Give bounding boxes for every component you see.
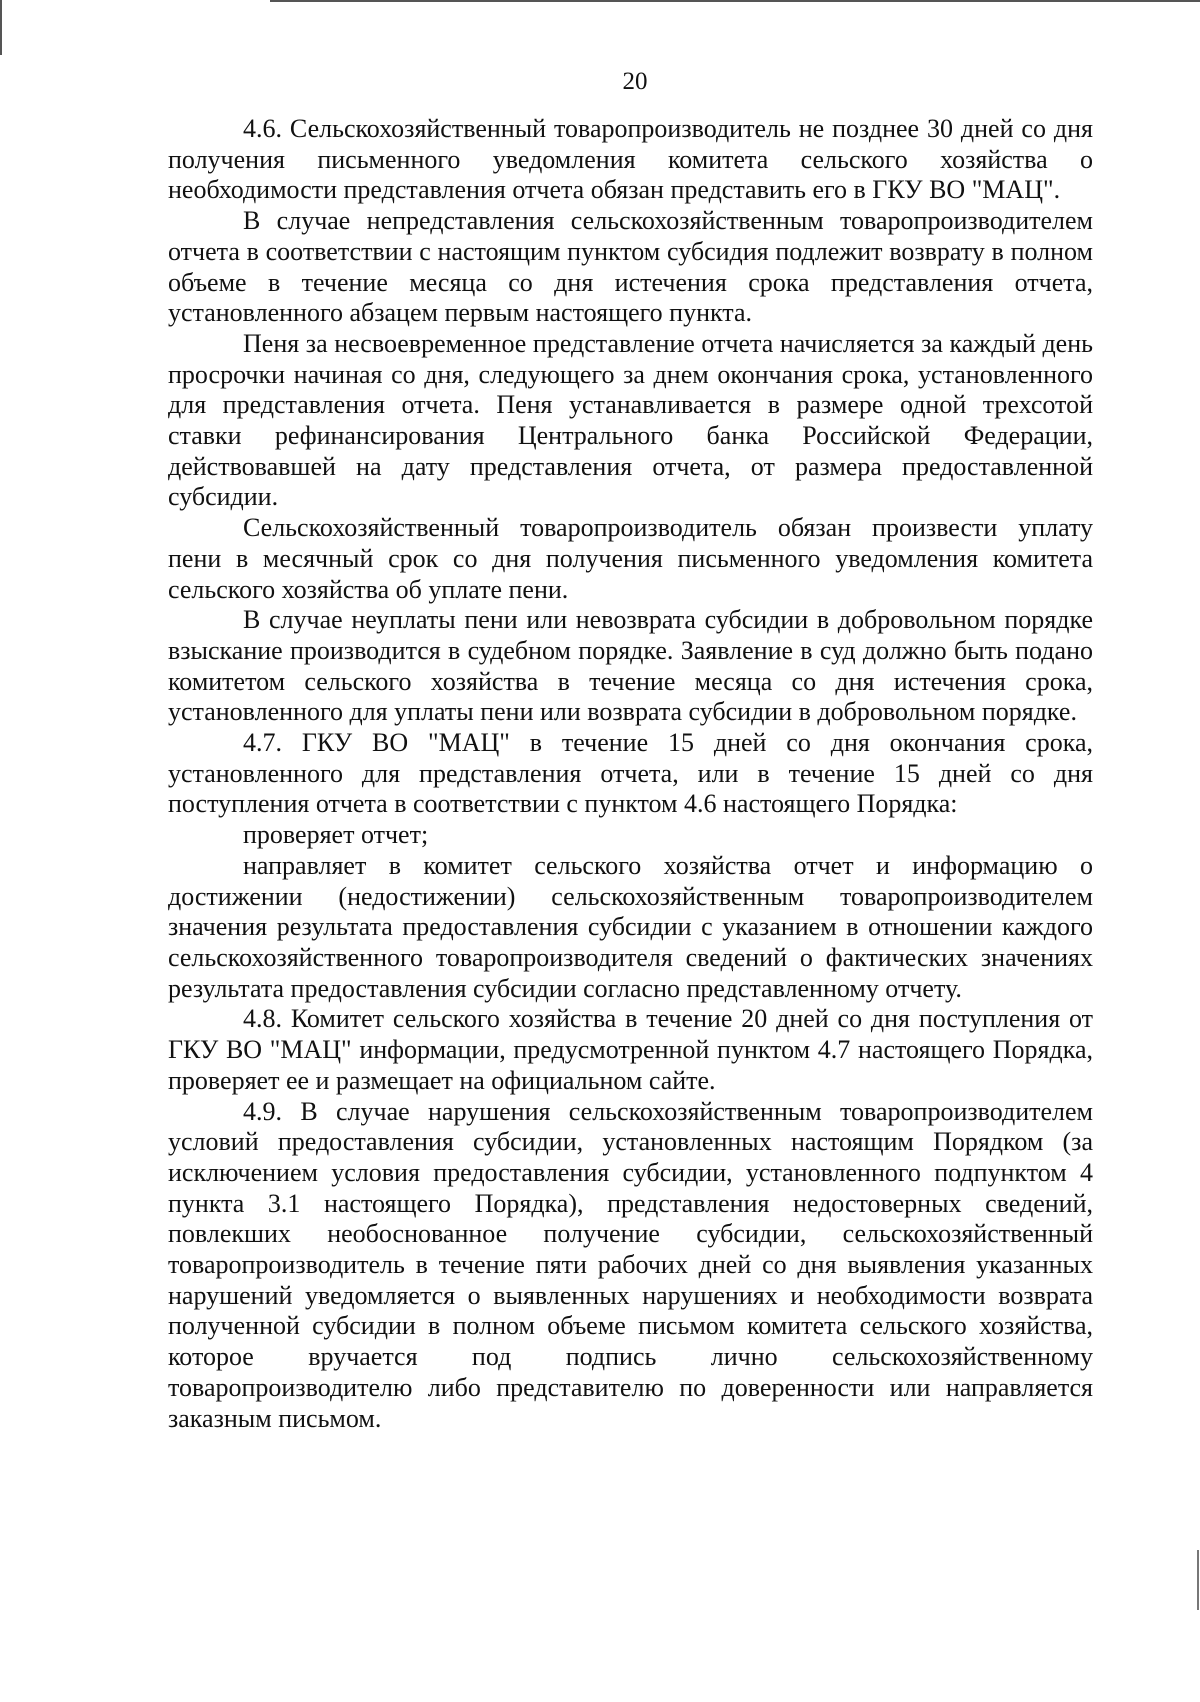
page-number: 20 (622, 68, 648, 95)
scan-edge-left (0, 0, 2, 55)
paragraph-penalty-payment: Сельскохозяйственный товаропроизводитель обязан произвести уплату пени в месячный срок со дня получения письменного уведомления комитета сельского хозяйства об уплате пени. (168, 513, 1093, 604)
paragraph-4-7: 4.7. ГКУ ВО "МАЦ" в течение 15 дней со дня окончания срока, установленного для представления отчета, или в течение 15 дней со дня поступления отчета в соответствии с пунктом 4.6 настоящего Порядка: (168, 728, 1093, 819)
paragraph-sends-report: направляет в комитет сельского хозяйства отчет и информацию о достижении (недостижении) сельскохозяйственным товаропроизводителем значения результата предоставления субсидии с указанием в отношении каждого сельскохозяйственного товаропроизводителя сведений о фактических значениях результата предоставления субсидии согласно представленному отчету. (168, 850, 1093, 1003)
paragraph-penalty: Пеня за несвоевременное представление отчета начисляется за каждый день просрочки начиная со дня, следующего за днем окончания срока, установленного для представления отчета. Пеня устанавливается в размере одной трехсотой ставки рефинансирования Центрального банка Российской Федерации, действовавшей на дату представления отчета, от размера предоставленной субсидии. (168, 328, 1093, 512)
paragraph-4-8: 4.8. Комитет сельского хозяйства в течение 20 дней со дня поступления от ГКУ ВО "МАЦ" информации, предусмотренной пунктом 4.7 настоящего Порядка, проверяет ее и размещает на официальном сайте. (168, 1004, 1093, 1095)
paragraph-checks-report: проверяет отчет; (243, 820, 429, 850)
document-body (168, 114, 1093, 1434)
paragraph-court-recovery: В случае неуплаты пени или невозврата субсидии в добровольном порядке взыскание производится в судебном порядке. Заявление в суд должно быть подано комитетом сельского хозяйства в течение месяца со дня истечения срока, установленного для уплаты пени или возврата субсидии в добровольном порядке. (168, 605, 1093, 727)
scan-edge-top (270, 0, 1200, 2)
scan-edge-right (1197, 1550, 1199, 1610)
paragraph-non-submission: В случае непредставления сельскохозяйственным товаропроизводителем отчета в соответствии с настоящим пунктом субсидия подлежит возврату в полном объеме в течение месяца со дня истечения срока представления отчета, установленного абзацем первым настоящего пункта. (168, 206, 1093, 328)
paragraph-4-9: 4.9. В случае нарушения сельскохозяйственным товаропроизводителем условий предоставления субсидии, установленных настоящим Порядком (за исключением условия предоставления субсидии, установленного подпунктом 4 пункта 3.1 настоящего Порядка), представления недостоверных сведений, повлекших необоснованное получение субсидии, сельскохозяйственный товаропроизводитель в течение пяти рабочих дней со дня выявления указанных нарушений уведомляется о выявленных нарушениях и необходимости возврата полученной субсидии в полном объеме письмом комитета сельского хозяйства, которое вручается под подпись лично сельскохозяйственному товаропроизводителю либо представителю по доверенности или направляется заказным письмом. (168, 1096, 1093, 1433)
paragraph-4-6: 4.6. Сельскохозяйственный товаропроизводитель не позднее 30 дней со дня получения письменного уведомления комитета сельского хозяйства о необходимости представления отчета обязан представить его в ГКУ ВО "МАЦ". (168, 114, 1093, 205)
